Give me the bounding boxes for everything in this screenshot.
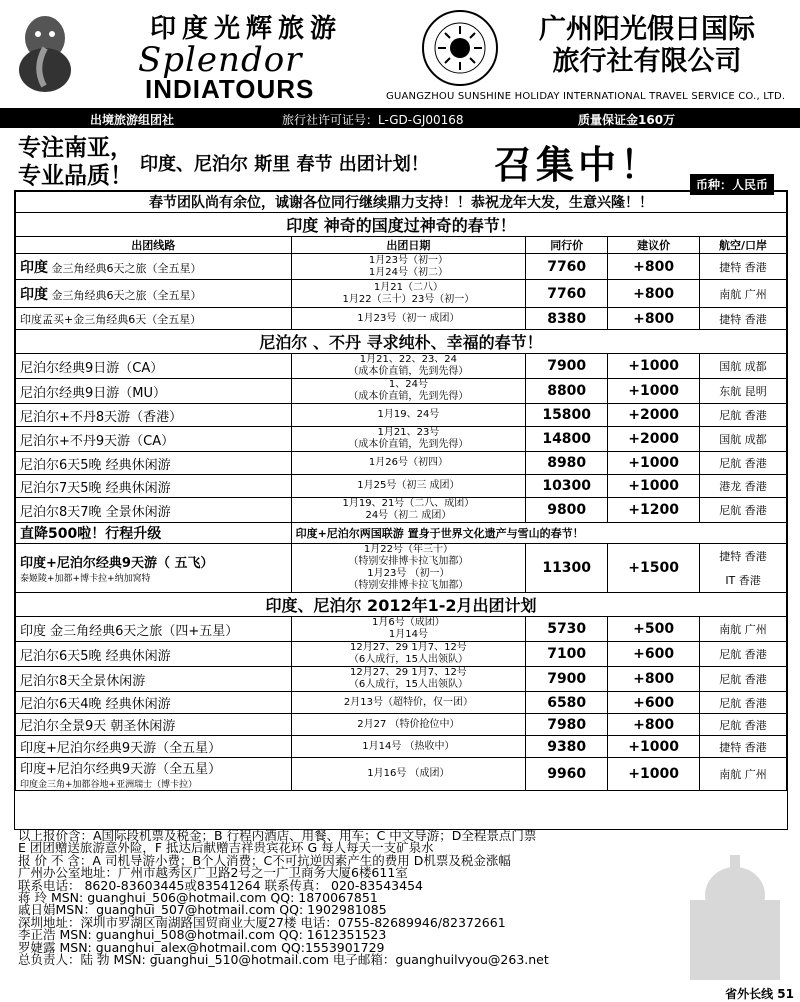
date-line: 1月21（二八） bbox=[373, 281, 443, 293]
date-line: 2月27 （特价抢位中） bbox=[357, 718, 460, 730]
section-combo bbox=[16, 523, 787, 544]
peer-price: 7900 bbox=[526, 354, 608, 379]
company-name-cn bbox=[512, 14, 782, 78]
peer-price: 9960 bbox=[526, 758, 608, 791]
note-line: 报 价 不 含：A 司机导游小费；B个人消费；C不可抗逆因素产生的费用 D机票及税金涨幅 bbox=[18, 852, 511, 868]
table-row bbox=[16, 308, 787, 330]
airline: 捷特 香港 bbox=[700, 254, 787, 280]
date-line: 1月16号 （成团） bbox=[367, 768, 450, 779]
page-footer: 省外长线 51 bbox=[725, 987, 794, 1001]
airline: 尼航 香港 bbox=[700, 714, 787, 736]
note-line: 蒋 玲 MSN: guanghui_506@hotmail.com QQ: 1870067851 bbox=[18, 890, 378, 906]
suggested-price: +800 bbox=[608, 714, 700, 736]
route-name: 印度+尼泊尔经典9天游（全五星） bbox=[20, 741, 222, 756]
table-header bbox=[16, 237, 787, 254]
date-line: 1月19、21号（二八、成团） bbox=[342, 498, 475, 509]
airline: 南航 广州 bbox=[700, 280, 787, 308]
date-line: 1月23号（初一 成团） bbox=[291, 308, 526, 330]
price-table-container bbox=[14, 190, 788, 830]
route-name: 尼泊尔6天5晚 经典休闲游 bbox=[20, 648, 171, 664]
peer-price: 5730 bbox=[526, 617, 608, 642]
route-detail: 金三角经典6天之旅（全五星） bbox=[51, 288, 202, 302]
route-name: 印度+尼泊尔经典9天游（ 五飞） bbox=[20, 556, 214, 571]
suggested-price: +1000 bbox=[608, 475, 700, 498]
table-row bbox=[16, 404, 787, 427]
notice-row: 春节团队尚有余位，诚谢各位同行继续鼎力支持！！恭祝龙年大发，生意兴隆！！ bbox=[16, 192, 787, 213]
airline: 尼航 香港 bbox=[700, 404, 787, 427]
date-line: 1、24号 bbox=[388, 379, 428, 390]
peer-price: 8980 bbox=[526, 452, 608, 475]
table-row bbox=[16, 379, 787, 404]
route-name: 尼泊尔+不丹8天游（香港） bbox=[20, 409, 183, 425]
combo-tagline: 印度+尼泊尔两国联游 置身于世界文化遗产与雪山的春节！ bbox=[291, 523, 786, 544]
deposit-label: 质量保证金160万 bbox=[578, 113, 676, 127]
note-line: 联系电话： 8620-83603445或83541264 联系传真： 020-83543454 bbox=[18, 877, 423, 893]
note-line: 广州办公室地址：广州市越秀区广卫路2号之一广卫商务大厦6楼611室 bbox=[18, 865, 408, 881]
airline: 国航 成都 bbox=[700, 427, 787, 452]
date-line: 1月21、23号 bbox=[377, 427, 440, 438]
route-detail: 金三角经典6天之旅（全五星） bbox=[51, 261, 202, 275]
suggested-price: +1500 bbox=[608, 544, 700, 593]
peer-price: 7100 bbox=[526, 642, 608, 667]
suggested-price: +500 bbox=[608, 617, 700, 642]
brand-splendor: Splendor bbox=[138, 40, 303, 80]
peer-price: 6580 bbox=[526, 692, 608, 714]
airline: 尼航 香港 bbox=[700, 642, 787, 667]
table-row bbox=[16, 475, 787, 498]
table-row bbox=[16, 280, 787, 308]
price-table bbox=[15, 191, 787, 791]
airline: 尼航 香港 bbox=[700, 498, 787, 523]
collecting-title: 召集中！ bbox=[494, 143, 663, 187]
note-line: 总负责人：陆 勃 MSN: guanghui_510@hotmail.com 电子邮箱：guanghuilvyou@263.net bbox=[18, 952, 549, 968]
route-name: 尼泊尔8天全景休闲游 bbox=[20, 673, 146, 689]
date-line: （特别安排博卡拉飞加都） bbox=[348, 580, 469, 591]
suggested-price: +1000 bbox=[608, 758, 700, 791]
route-detail: 印度金三角+加都谷地+亚洲瑞士（博卡拉） bbox=[20, 780, 198, 790]
route-name: 印度 金三角经典6天之旅（四+五星） bbox=[20, 623, 239, 639]
suggested-price: +1000 bbox=[608, 354, 700, 379]
note-line: 以上报价含：A国际段机票及税金；B 行程内酒店、用餐、用车；C 中文导游；D全程景点门票 bbox=[18, 828, 537, 843]
section-india: 印度 神奇的国度过神奇的春节！ bbox=[16, 213, 787, 237]
date-line: 12月27、29 1月7、12号 bbox=[350, 642, 467, 653]
route-name: 尼泊尔+不丹9天游（CA） bbox=[20, 433, 175, 449]
date-line: 1月22号（年三十） bbox=[363, 544, 453, 555]
date-line: 1月23号（初一） bbox=[368, 254, 448, 266]
date-line: 2月13号（超特价，仅一团） bbox=[343, 696, 473, 708]
currency-badge: 币种：人民币 bbox=[690, 174, 774, 195]
combo-promo: 直降500啦！行程升级 bbox=[16, 523, 292, 544]
peer-price: 8380 bbox=[526, 308, 608, 330]
ganesha-logo-icon bbox=[14, 8, 76, 96]
suggested-price: +800 bbox=[608, 254, 700, 280]
date-line: 12月27、29 1月7、12号 bbox=[350, 667, 467, 678]
table-row bbox=[16, 354, 787, 379]
date-line: （成本价直销，先到先得） bbox=[348, 439, 469, 450]
col-suggested-price: 建议价 bbox=[608, 237, 700, 254]
info-bar bbox=[0, 108, 800, 128]
col-peer-price: 同行价 bbox=[526, 237, 608, 254]
date-line: 1月25号（初三 成团） bbox=[357, 480, 460, 491]
peer-price: 15800 bbox=[526, 404, 608, 427]
peer-price: 11300 bbox=[526, 544, 608, 593]
table-row bbox=[16, 714, 787, 736]
route-name: 尼泊尔8天7晚 全景休闲游 bbox=[20, 504, 171, 520]
nepal-rows bbox=[16, 354, 787, 523]
airline: 港龙 香港 bbox=[700, 475, 787, 498]
suggested-price: +2000 bbox=[608, 427, 700, 452]
peer-price: 8800 bbox=[526, 379, 608, 404]
route-name: 尼泊尔6天5晚 经典休闲游 bbox=[20, 457, 171, 473]
sunshine-holiday-seal-icon bbox=[420, 8, 500, 88]
route-name: 尼泊尔全景9天 朝圣休闲游 bbox=[20, 719, 176, 734]
peer-price: 9380 bbox=[526, 736, 608, 758]
table-row bbox=[16, 642, 787, 667]
peer-price: 7760 bbox=[526, 280, 608, 308]
route-name: 尼泊尔6天4晚 经典休闲游 bbox=[20, 697, 171, 712]
table-row bbox=[16, 667, 787, 692]
airline: 南航 广州 bbox=[700, 758, 787, 791]
section-plan: 印度、尼泊尔 2012年1-2月出团计划 bbox=[16, 593, 787, 617]
header bbox=[0, 0, 800, 110]
airline: 尼航 香港 bbox=[700, 667, 787, 692]
route-name: 尼泊尔经典9日游（CA） bbox=[20, 360, 164, 376]
table-row bbox=[16, 254, 787, 280]
peer-price: 10300 bbox=[526, 475, 608, 498]
table-row bbox=[16, 617, 787, 642]
license-number: 旅行社许可证号：L-GD-GJ00168 bbox=[282, 113, 464, 127]
company-name-line2: 旅行社有限公司 bbox=[552, 46, 742, 77]
airline: 尼航 香港 bbox=[700, 692, 787, 714]
brand-cn: 印度光辉旅游 bbox=[150, 14, 343, 44]
date-line: 24号（初二 成团） bbox=[365, 510, 452, 521]
airline: IT 香港 bbox=[725, 574, 761, 587]
airline: 国航 成都 bbox=[700, 354, 787, 379]
date-line: 1月24号（初二） bbox=[368, 266, 448, 278]
suggested-price: +600 bbox=[608, 642, 700, 667]
table-row bbox=[16, 692, 787, 714]
suggested-price: +1000 bbox=[608, 379, 700, 404]
airline: 东航 昆明 bbox=[700, 379, 787, 404]
airline: 尼航 香港 bbox=[700, 452, 787, 475]
suggested-price: +800 bbox=[608, 308, 700, 330]
table-row bbox=[16, 758, 787, 791]
note-line: 戚日娟MSN：guanghui_507@hotmail.com QQ: 1902981085 bbox=[18, 902, 387, 918]
date-line: 1月6号（成团） bbox=[372, 617, 445, 628]
airline: 南航 广州 bbox=[700, 617, 787, 642]
brand-indiatours: INDIATOURS bbox=[145, 74, 315, 104]
route-name: 印度+尼泊尔经典9天游（全五星） bbox=[20, 762, 222, 777]
note-line: 李正浩 MSN: guanghui_508@hotmail.com QQ: 1612351523 bbox=[18, 927, 387, 943]
suggested-price: +2000 bbox=[608, 404, 700, 427]
col-route: 出团线路 bbox=[16, 237, 292, 254]
company-name-line1: 广州阳光假日国际 bbox=[539, 14, 755, 45]
date-line: 1月14号 bbox=[388, 629, 428, 640]
table-row bbox=[16, 427, 787, 452]
plan-title: 印度、尼泊尔 斯里 春节 出团计划！ bbox=[140, 154, 429, 175]
date-line: （成本价直销，先到先得） bbox=[348, 391, 469, 402]
slogan-line2: 专业品质！ bbox=[18, 163, 133, 189]
route-name: 印度 bbox=[20, 286, 48, 303]
outbound-agency-label: 出境旅游组团社 bbox=[90, 113, 175, 127]
date-line: （6人成行，15人出领队） bbox=[348, 654, 468, 665]
col-date: 出团日期 bbox=[291, 237, 526, 254]
table-row bbox=[16, 452, 787, 475]
peer-price: 7980 bbox=[526, 714, 608, 736]
suggested-price: +1000 bbox=[608, 452, 700, 475]
suggested-price: +800 bbox=[608, 280, 700, 308]
peer-price: 14800 bbox=[526, 427, 608, 452]
peer-price: 9800 bbox=[526, 498, 608, 523]
plan-rows bbox=[16, 617, 787, 791]
section-nepal: 尼泊尔 、不丹 寻求纯朴、幸福的春节！ bbox=[16, 330, 787, 354]
note-line: 罗婕露 MSN: guanghui_alex@hotmail.com QQ:1553901729 bbox=[18, 939, 385, 955]
company-name-en: GUANGZHOU SUNSHINE HOLIDAY INTERNATIONAL TRAVEL SERVICE CO., LTD. bbox=[386, 91, 786, 102]
date-line: 1月21、22、23、24 bbox=[359, 354, 458, 365]
note-line: E 团团赠送旅游意外险，F 抵达后献赠吉祥贵宾花环 G 每人每天一支矿泉水 bbox=[18, 840, 434, 856]
route-detail: 泰姬陵+加都+博卡拉+纳加窝特 bbox=[20, 574, 151, 584]
date-line: 1月19、24号 bbox=[377, 409, 440, 420]
col-airline: 航空/口岸 bbox=[700, 237, 787, 254]
slogan bbox=[18, 134, 133, 190]
suggested-price: +1200 bbox=[608, 498, 700, 523]
peer-price: 7900 bbox=[526, 667, 608, 692]
suggested-price: +600 bbox=[608, 692, 700, 714]
airline: 捷特 香港 bbox=[700, 736, 787, 758]
slogan-line1: 专注南亚， bbox=[18, 135, 133, 161]
route-name: 尼泊尔7天5晚 经典休闲游 bbox=[20, 480, 171, 496]
suggested-price: +800 bbox=[608, 667, 700, 692]
date-line: 1月23号 （初一） bbox=[367, 568, 450, 579]
suggested-price: +1000 bbox=[608, 736, 700, 758]
route-name: 尼泊尔经典9日游（MU） bbox=[20, 385, 167, 401]
airline: 捷特 香港 bbox=[700, 308, 787, 330]
date-line: 1月26号（初四） bbox=[368, 457, 448, 468]
monument-watermark-icon bbox=[670, 840, 800, 980]
date-line: 1月14号 （热收中） bbox=[362, 740, 455, 752]
table-row bbox=[16, 498, 787, 523]
airline: 捷特 香港 bbox=[719, 550, 767, 563]
route-name: 印度孟买+金三角经典6天（全五星） bbox=[16, 308, 292, 330]
route-name: 印度 bbox=[20, 259, 48, 276]
date-line: 1月22（三十）23号（初一） bbox=[342, 293, 475, 305]
date-line: （成本价直销，先到先得） bbox=[348, 366, 469, 377]
note-line: 深圳地址：深圳市罗湖区南湖路国贸商业大厦27楼 电话：0755-82689946/82372661 bbox=[18, 914, 506, 930]
peer-price: 7760 bbox=[526, 254, 608, 280]
table-row bbox=[16, 544, 787, 593]
table-row bbox=[16, 736, 787, 758]
date-line: （6人成行，15人出领队） bbox=[348, 679, 468, 690]
date-line: （特别安排博卡拉飞加都） bbox=[348, 556, 469, 567]
